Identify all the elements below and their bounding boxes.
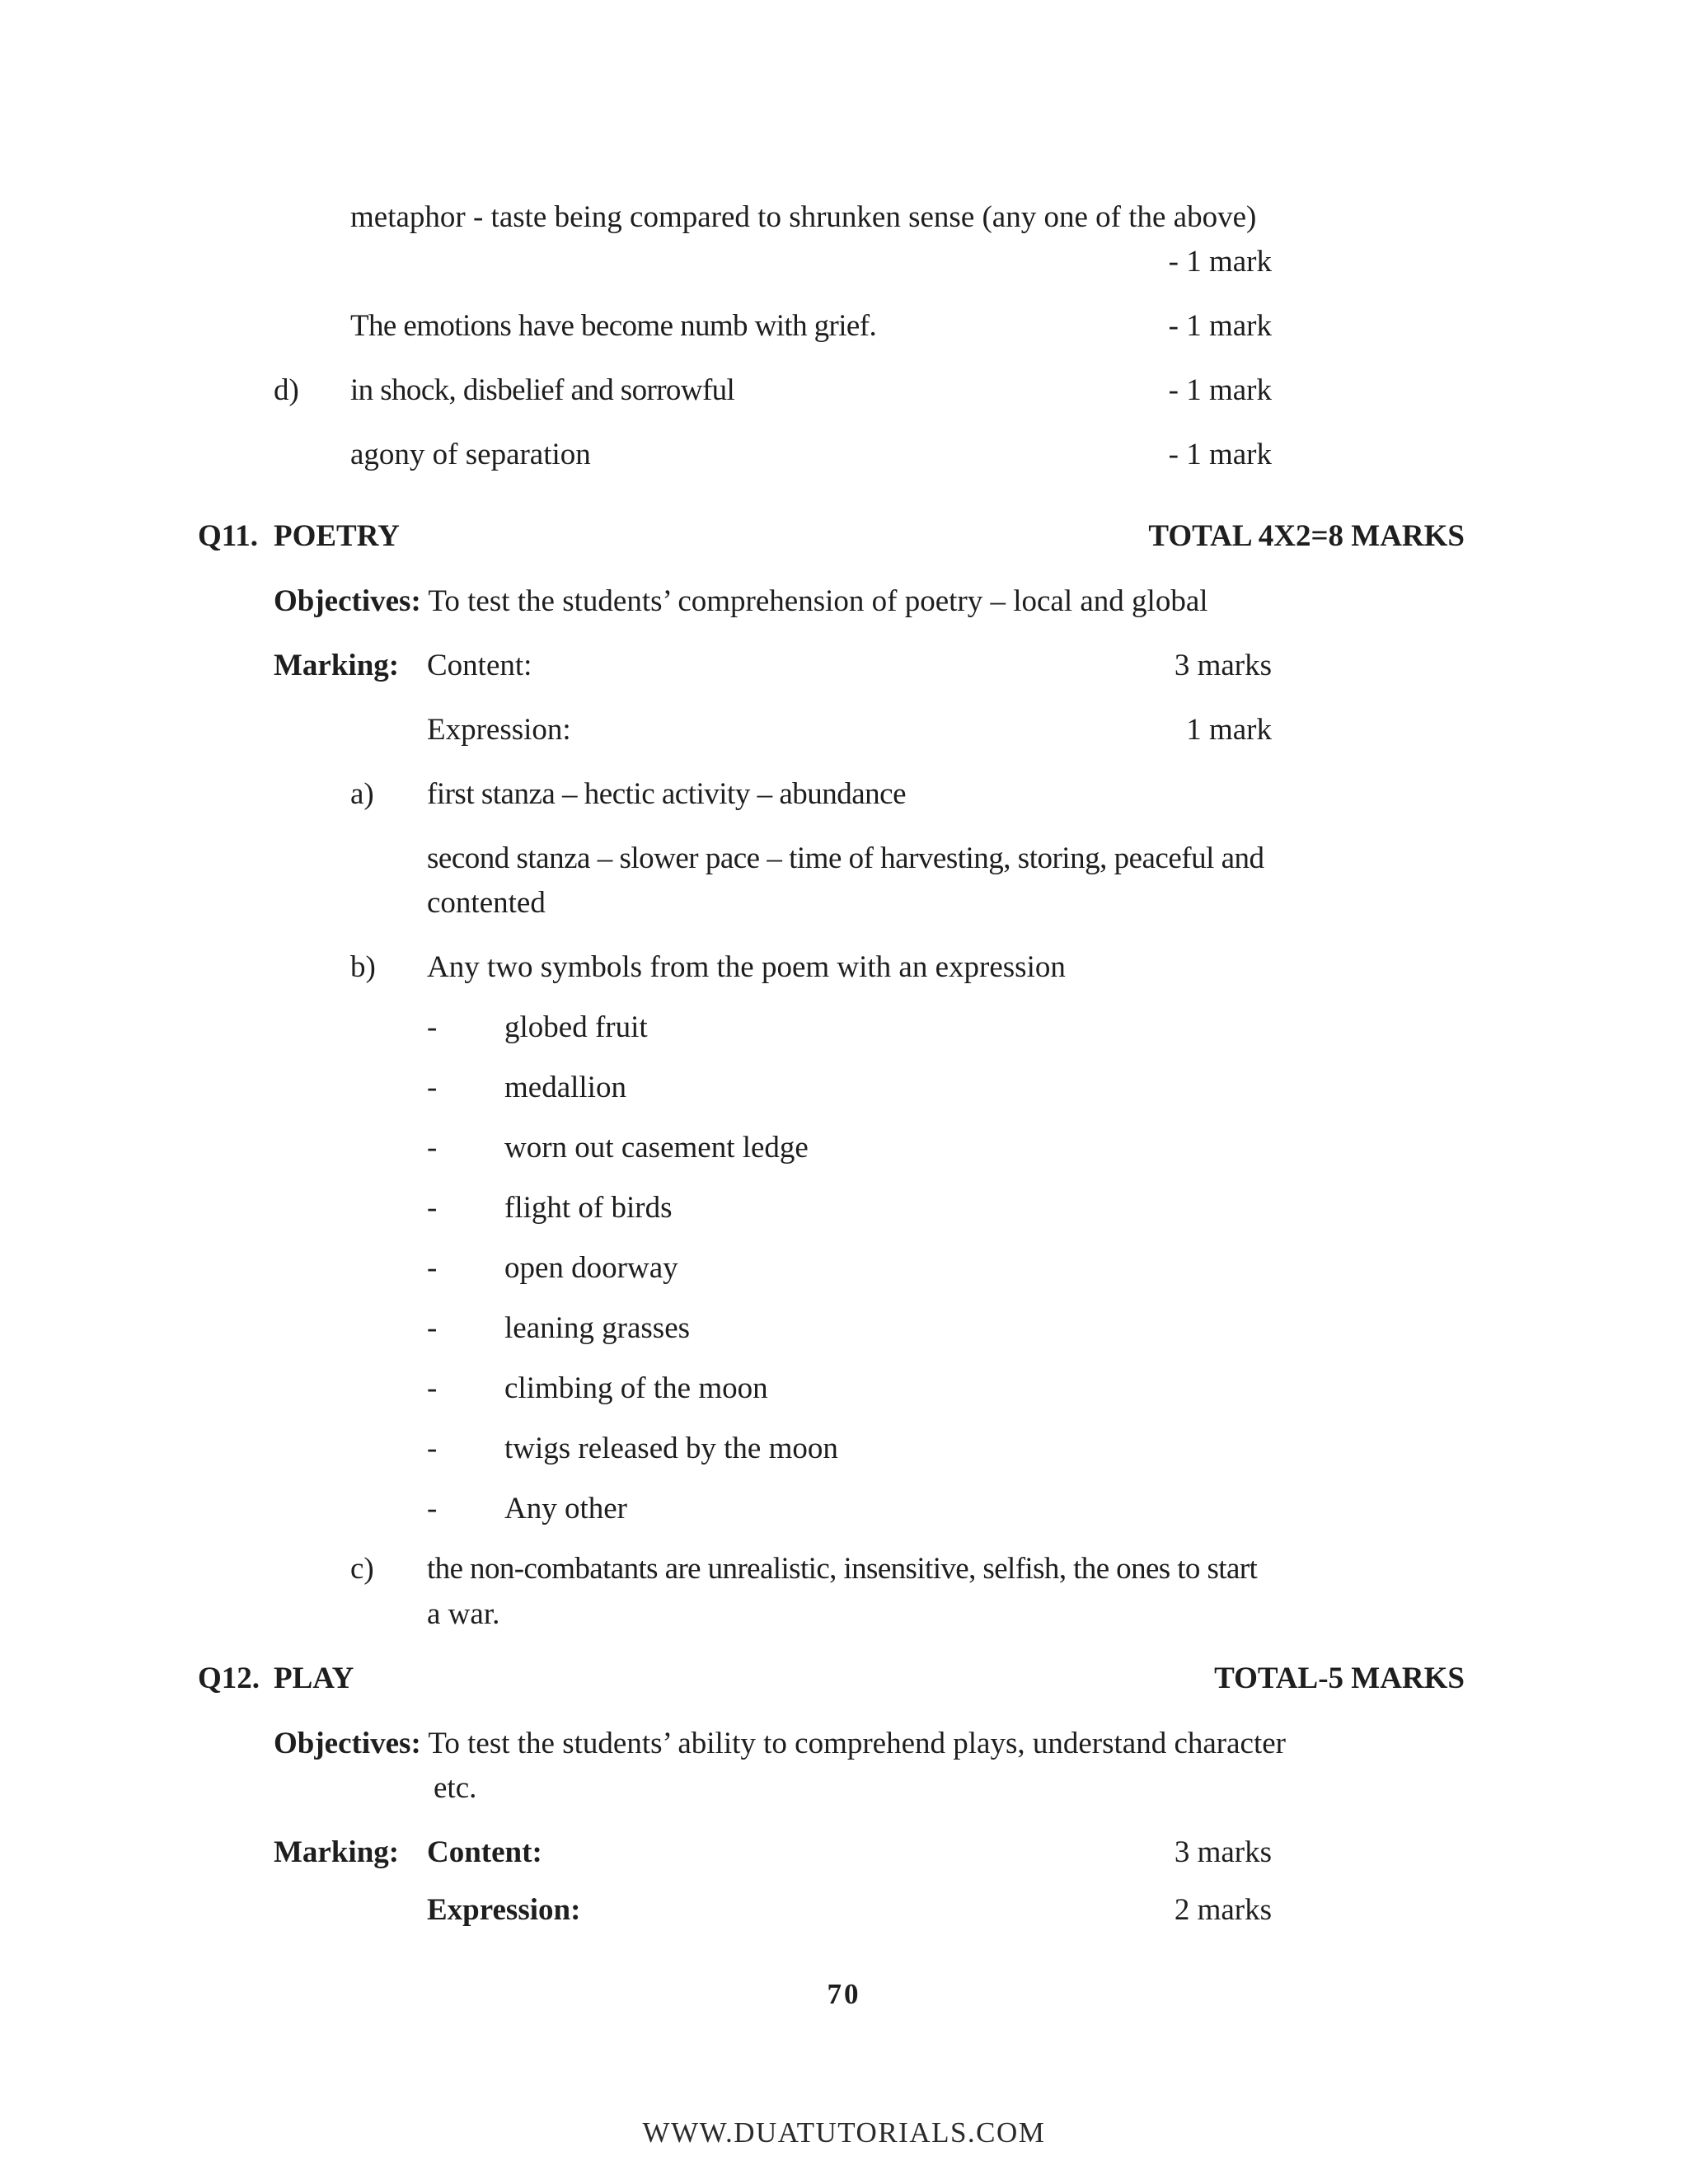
section-title-poetry: POETRY (274, 519, 400, 553)
list-item: climbing of the moon (504, 1371, 768, 1405)
question-number-q12: Q12. (198, 1661, 260, 1695)
content-marks: 3 marks (1174, 649, 1272, 682)
item-c-line: a war. (427, 1597, 500, 1631)
question-number-q11: Q11. (198, 519, 258, 553)
list-item: medallion (504, 1071, 626, 1104)
objectives-row (274, 1726, 1286, 1762)
item-b-text: Any two symbols from the poem with an expression (427, 950, 1066, 984)
list-item: globed fruit (504, 1010, 648, 1044)
objectives-label: Objectives: (274, 1727, 421, 1760)
item-a-line: second stanza – slower pace – time of harvesting, storing, peaceful and (427, 841, 1264, 875)
list-bullet: - (427, 1311, 438, 1345)
metaphor-answer-text: metaphor - taste being compared to shrunken sense (any one of the above) (350, 200, 1257, 234)
objectives-text: To test the students’ comprehension of poetry – local and global (428, 584, 1208, 618)
objectives-row (274, 583, 1208, 620)
page-number: 70 (827, 1978, 861, 2010)
list-bullet: - (427, 1251, 438, 1285)
expression-marks: 2 marks (1174, 1893, 1272, 1927)
item-a-line: contented (427, 886, 546, 920)
marking-label: Marking: (274, 1835, 400, 1869)
list-bullet: - (427, 1492, 438, 1526)
item-c-line: the non-combatants are unrealistic, insensitive, selfish, the ones to start (427, 1552, 1258, 1586)
item-a-line: first stanza – hectic activity – abundance (427, 777, 907, 811)
list-item: open doorway (504, 1251, 678, 1285)
content-marks: 3 marks (1174, 1835, 1272, 1869)
separation-answer-text: agony of separation (350, 438, 591, 471)
marking-label: Marking: (274, 649, 400, 682)
objectives-text-continued: etc. (434, 1771, 477, 1805)
list-item: leaning grasses (504, 1311, 691, 1345)
section-title-play: PLAY (274, 1661, 354, 1695)
list-item: twigs released by the moon (504, 1432, 838, 1465)
list-item: Any other (504, 1492, 627, 1526)
item-label-a: a) (350, 777, 374, 811)
mark-label: - 1 mark (1168, 245, 1272, 279)
content-label: Content: (427, 649, 532, 682)
expression-label: Expression: (427, 713, 571, 747)
footer-website: WWW.DUATUTORIALS.COM (642, 2116, 1046, 2149)
mark-label: - 1 mark (1168, 438, 1272, 471)
emotions-answer-text: The emotions have become numb with grief. (350, 309, 877, 343)
list-bullet: - (427, 1432, 438, 1465)
section-total-marks: TOTAL-5 MARKS (1214, 1661, 1465, 1695)
list-bullet: - (427, 1191, 438, 1225)
list-item: flight of birds (504, 1191, 673, 1225)
content-label: Content: (427, 1835, 542, 1869)
objectives-label: Objectives: (274, 584, 421, 618)
list-bullet: - (427, 1010, 438, 1044)
section-total-marks: TOTAL 4X2=8 MARKS (1148, 519, 1465, 553)
item-label-c: c) (350, 1552, 374, 1586)
mark-label: - 1 mark (1168, 309, 1272, 343)
expression-label: Expression: (427, 1893, 581, 1927)
item-label-b: b) (350, 950, 376, 984)
list-bullet: - (427, 1071, 438, 1104)
expression-marks: 1 mark (1186, 713, 1272, 747)
list-bullet: - (427, 1371, 438, 1405)
objectives-text: To test the students’ ability to comprehend plays, understand character (428, 1727, 1286, 1760)
list-bullet: - (427, 1131, 438, 1165)
mark-label: - 1 mark (1168, 373, 1272, 407)
item-d-text: in shock, disbelief and sorrowful (350, 373, 735, 407)
item-label-d: d) (274, 373, 299, 407)
list-item: worn out casement ledge (504, 1131, 809, 1165)
